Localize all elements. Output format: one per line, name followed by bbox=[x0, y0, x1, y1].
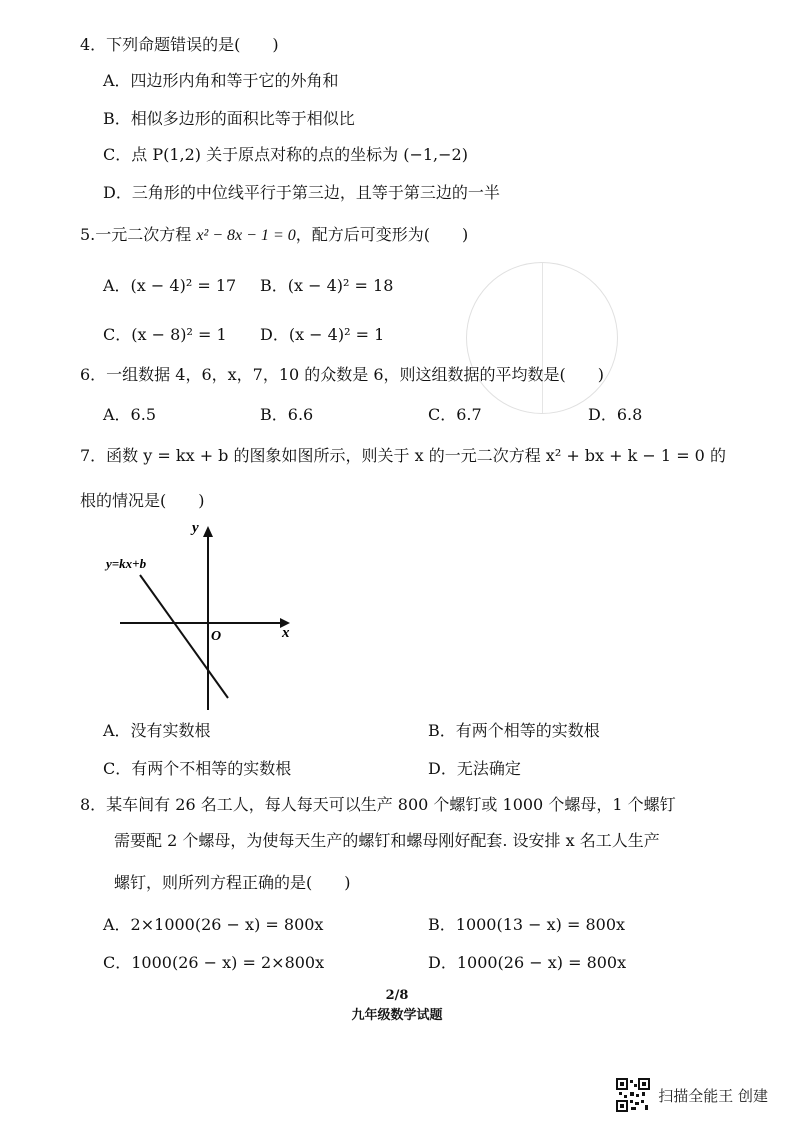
q7-option-d: D．无法确定 bbox=[428, 759, 521, 778]
q7-option-a: A．没有实数根 bbox=[103, 721, 211, 740]
q4-option-c: C．点 P(1,2) 关于原点对称的点的坐标为 (−1,−2) bbox=[103, 145, 468, 164]
q8-stem-line1: 8．某车间有 26 名工人，每人每天可以生产 800 个螺钉或 1000 个螺母，1 个螺钉 bbox=[80, 795, 676, 814]
line-label: y=kx+b bbox=[106, 556, 147, 571]
x-axis-label: x bbox=[282, 625, 290, 641]
q5-stem-pre: 5.一元二次方程 bbox=[80, 225, 197, 244]
q7-stem-line1: 7．函数 y = kx + b 的图象如图所示，则关于 x 的一元二次方程 x² + bx + k − 1 = 0 的 bbox=[80, 446, 726, 465]
q7-option-c: C．有两个不相等的实数根 bbox=[103, 759, 292, 778]
page-number: 2/8 bbox=[385, 988, 409, 1003]
exam-title: 九年级数学试题 bbox=[351, 1008, 443, 1023]
q8-stem-line2: 需要配 2 个螺母，为使每天生产的螺钉和螺母刚好配套. 设安排 x 名工人生产 bbox=[114, 831, 660, 850]
q5-option-a: A．(x − 4)² = 17 bbox=[103, 276, 237, 295]
q4-option-b: B．相似多边形的面积比等于相似比 bbox=[103, 109, 355, 128]
origin-label: O bbox=[211, 629, 222, 644]
qr-code-icon bbox=[616, 1078, 650, 1112]
q4-option-d: D．三角形的中位线平行于第三边，且等于第三边的一半 bbox=[103, 183, 500, 202]
q6-stem: 6．一组数据 4，6，x，7，10 的众数是 6，则这组数据的平均数是( ) bbox=[80, 365, 605, 384]
q6-option-a: A．6.5 bbox=[103, 405, 157, 424]
q7-function-graph bbox=[100, 510, 300, 710]
q5-option-b: B．(x − 4)² = 18 bbox=[260, 276, 394, 295]
q8-stem-line3: 螺钉，则所列方程正确的是( ) bbox=[114, 873, 351, 892]
q5-option-d: D．(x − 4)² = 1 bbox=[260, 325, 385, 344]
q6-option-b: B．6.6 bbox=[260, 405, 314, 424]
q6-option-d: D．6.8 bbox=[588, 405, 643, 424]
q8-option-a: A．2×1000(26 − x) = 800x bbox=[103, 915, 324, 934]
bleed-through-circle bbox=[466, 262, 618, 414]
q4-option-a: A．四边形内角和等于它的外角和 bbox=[103, 71, 339, 90]
q5-equation: x² − 8x − 1 = 0 bbox=[196, 227, 296, 244]
q6-option-c: C．6.7 bbox=[428, 405, 482, 424]
q7-option-b: B．有两个相等的实数根 bbox=[428, 721, 600, 740]
y-axis-label: y bbox=[192, 520, 199, 536]
y-axis-arrow-icon bbox=[203, 526, 213, 537]
q4-stem: 4．下列命题错误的是( ) bbox=[80, 35, 279, 54]
q5-stem-post: ，配方后可变形为( ) bbox=[295, 225, 469, 244]
q8-option-c: C．1000(26 − x) = 2×800x bbox=[103, 953, 325, 972]
q5-stem bbox=[80, 222, 468, 245]
q7-stem-line2: 根的情况是( ) bbox=[80, 491, 205, 510]
q8-option-d: D．1000(26 − x) = 800x bbox=[428, 953, 627, 972]
q8-option-b: B．1000(13 − x) = 800x bbox=[428, 915, 626, 934]
watermark-text: 扫描全能王 创建 bbox=[658, 1086, 768, 1105]
q5-option-c: C．(x − 8)² = 1 bbox=[103, 325, 227, 344]
scanner-watermark bbox=[616, 1078, 768, 1112]
